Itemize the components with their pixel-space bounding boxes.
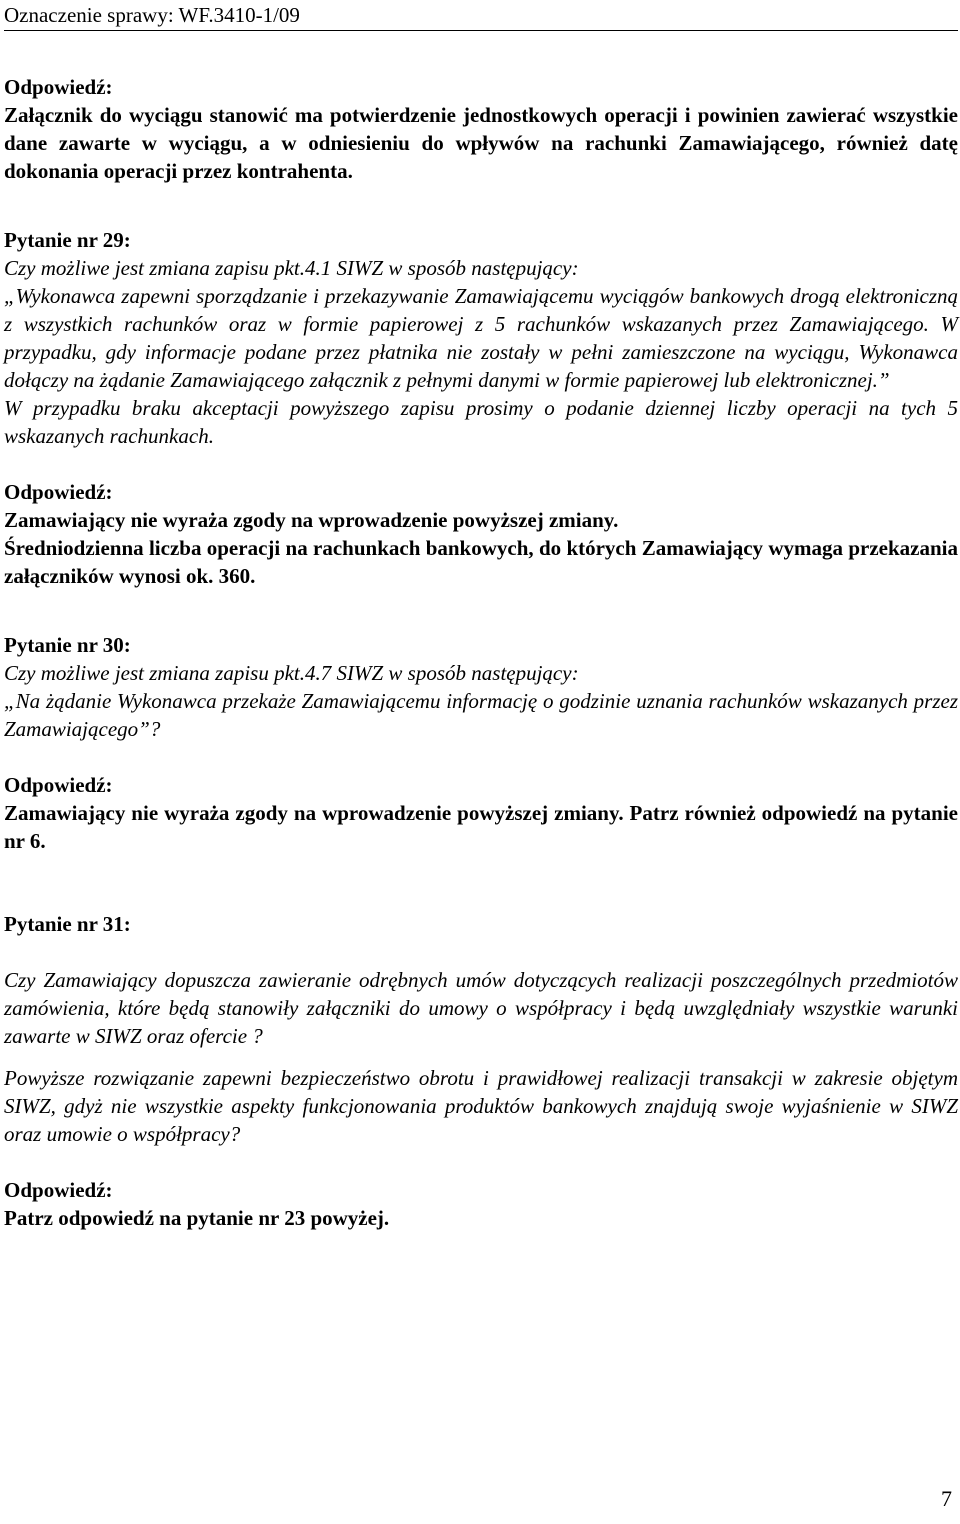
question-29-followup: W przypadku braku akceptacji powyższego zapisu prosimy o podanie dziennej liczby operacji na tych 5 wskazanych rachunkach. bbox=[4, 396, 958, 448]
page-number: 7 bbox=[941, 1486, 952, 1511]
answer-29-label: Odpowiedź: bbox=[4, 480, 113, 504]
question-30-intro: Czy możliwe jest zmiana zapisu pkt.4.7 SIWZ w sposób następujący: bbox=[4, 661, 579, 685]
question-30-proposal: „Na żądanie Wykonawca przekaże Zamawiającemu informację o godzinie uznania rachunków wskazanych przez Zamawiającego”? bbox=[4, 689, 958, 741]
question-31-paragraph-2: Powyższe rozwiązanie zapewni bezpieczeństwo obrotu i prawidłowej realizacji transakcji w zakresie objętym SIWZ, gdyż nie wszystkie aspekty funkcjonowania produktów bankowych znajdują swoje wyjaśnienie w SIWZ oraz umowie o współpracy? bbox=[4, 1066, 958, 1146]
answer-29-line1: Zamawiający nie wyraża zgody na wprowadzenie powyższej zmiany. bbox=[4, 508, 619, 532]
answer-28-text: Załącznik do wyciągu stanowić ma potwierdzenie jednostkowych operacji i powinien zawierać wszystkie dane zawarte w wyciągu, a w odniesieniu do wpływów na rachunki Zamawiającego, również datę dokonania operacji przez kontrahenta. bbox=[4, 103, 958, 183]
answer-28-label: Odpowiedź: bbox=[4, 75, 113, 99]
document-page bbox=[4, 0, 958, 1232]
question-31-label: Pytanie nr 31: bbox=[4, 912, 131, 936]
question-30-label: Pytanie nr 30: bbox=[4, 633, 131, 657]
answer-29-line2: Średniodzienna liczba operacji na rachunkach bankowych, do których Zamawiający wymaga przekazania załączników wynosi ok. 360. bbox=[4, 536, 958, 588]
question-31-paragraph-1: Czy Zamawiający dopuszcza zawieranie odrębnych umów dotyczących realizacji poszczególnych przedmiotów zamówienia, które będą stanowiły załączniki do umowy o współpracy i będą uwzględniały wszystkie warunki zawarte w SIWZ oraz ofercie ? bbox=[4, 968, 958, 1048]
question-29-label: Pytanie nr 29: bbox=[4, 228, 131, 252]
question-29-intro: Czy możliwe jest zmiana zapisu pkt.4.1 SIWZ w sposób następujący: bbox=[4, 256, 579, 280]
answer-31-text: Patrz odpowiedź na pytanie nr 23 powyżej. bbox=[4, 1206, 390, 1230]
answer-31-label: Odpowiedź: bbox=[4, 1178, 113, 1202]
answer-30-label: Odpowiedź: bbox=[4, 773, 113, 797]
question-29-proposal: „Wykonawca zapewni sporządzanie i przekazywanie Zamawiającemu wyciągów bankowych drogą elektroniczną z wszystkich rachunków oraz w formie papierowej z 5 rachunków wskazanych przez Zamawiającego. W przypadku, gdy informacje podane przez płatnika nie zostały w pełni zamieszczone na wyciągu, Wykonawca dołączy na żądanie Zamawiającego załącznik z pełnymi danymi w formie papierowej lub elektronicznej.” bbox=[4, 284, 958, 392]
answer-30-text: Zamawiający nie wyraża zgody na wprowadzenie powyższej zmiany. Patrz również odpowiedź na pytanie nr 6. bbox=[4, 801, 958, 853]
case-reference-header: Oznaczenie sprawy: WF.3410-1/09 bbox=[4, 0, 958, 31]
